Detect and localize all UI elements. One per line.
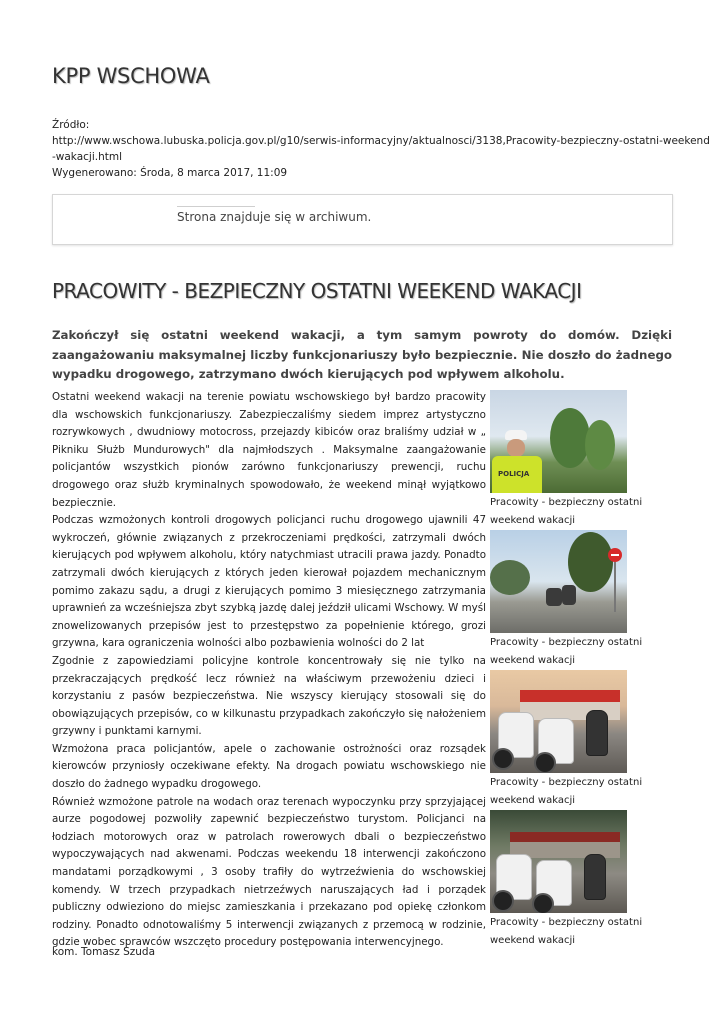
gallery-item <box>490 390 650 530</box>
photo-road-patrol[interactable] <box>490 530 627 633</box>
photo-motorcycles-station[interactable] <box>490 670 627 773</box>
source-url-line-1[interactable]: http://www.wschowa.lubuska.policja.gov.pl/g10/serwis-informacyjny/aktualnosci/3138,Pracowity-bezpieczny-ostatni-weekend <box>52 135 710 147</box>
article-paragraph: Podczas wzmożonych kontroli drogowych policjanci ruchu drogowego ujawnili 47 wykroczeń, głównie związanych z przekroczeniami prędkości, zatrzymali dwóch kierujących pod wpływem alkoholu, który natychmiast utracili prawa jazdy. Ponadto zatrzymali dwóch kierujących z których jeden kierował pojazdem mechanicznym pomimo zakazu sądu, a drugi z kierujących pomimo 3 miesięcznego zatrzymania uprawnień za wcześniejsza zbyt szybką jazdę dalej jeździł ulicami Wschowy. W myśl znowelizowanych przepisów jest to przestępstwo za popełnienie którego, grozi grzywna, kara ograniczenia wolności albo pozbawienia wolności do 2 lat <box>52 514 486 650</box>
article-paragraph: Zgodnie z zapowiedziami policyjne kontrole koncentrowały się nie tylko na przekraczających prędkość lecz również na właściwym przewożeniu dzieci i korzystaniu z pasów bezpieczeństwa. Nie wszyscy kierujący stosowali się do obowiązujących przepisów, co w kilkunastu przypadkach zakończyło się nałożeniem grzywny i punktami karnymi. <box>52 654 486 738</box>
photo-caption: Pracowity - bezpieczny ostatni weekend wakacji <box>490 777 643 806</box>
article-paragraph: Ostatni weekend wakacji na terenie powiatu wschowskiego był bardzo pracowity dla wschowskich funkcjonariuszy. Zabezpieczaliśmy siedem imprez artystyczno rozrywkowych , dwudniowy motocross, przejazdy kibiców oraz braliśmy udział w „ Pikniku Służb Mundurowych" dla najmłodszych . Maksymalne zaangażowanie policjantów wszystkich pionów zarówno funkcjonariuszy prewencji, ruchu drogowego oraz służb kryminalnych spowodowało, że weekend minął wyjątkowo bezpiecznie. <box>52 391 486 509</box>
article-paragraph: Również wzmożone patrole na wodach oraz terenach wypoczynku przy sprzyjającej aurze pogodowej pozwoliły zapewnić bezpieczeństwo turystom. Policjanci na łodziach motorowych oraz w patrolach rowerowych dbali o bezpieczeństwo wypoczywających nad akwenami. Podczas weekendu 18 interwencji zakończono mandatami porządkowymi , 3 osoby trafiły do wytrzeźwienia do wschowskiej komendy. W trzech przypadkach nietrzeźwych naruszających ład i porządek publiczny odwieziono do miejsc zamieszkania i przekazano pod opiekę członkom rodziny. Ponadto odnotowaliśmy 5 interwencji związanych z przemocą w rodzinie, gdzie wobec sprawców wszczęto procedury postępowania interwencyjnego. <box>52 795 486 949</box>
site-title: KPP WSCHOWA <box>52 64 210 88</box>
photo-motorcycles-night[interactable] <box>490 810 627 913</box>
archive-notice: Strona znajduje się w archiwum. <box>177 210 372 224</box>
gallery-item <box>490 670 650 810</box>
article-body <box>52 389 486 952</box>
gallery-item <box>490 530 650 670</box>
article-author: kom. Tomasz Szuda <box>52 946 156 958</box>
article-lead: Zakończył się ostatni weekend wakacji, a tym samym powroty do domów. Dzięki zaangażowaniu maksymalnej liczby funkcjonariuszy było bezpiecznie. Nie doszło do żadnego wypadku drogowego, zatrzymano dwóch kierujących pod wpływem alkoholu. <box>52 328 672 381</box>
vest-label: POLICJA <box>498 470 530 478</box>
officer-figure <box>492 418 542 493</box>
photo-caption: Pracowity - bezpieczny ostatni weekend wakacji <box>490 497 643 526</box>
source-url-line-2[interactable]: -wakacji.html <box>52 151 123 163</box>
photo-police-officer[interactable] <box>490 390 627 493</box>
no-entry-sign-icon <box>608 548 622 562</box>
generated-date: Wygenerowano: Środa, 8 marca 2017, 11:09 <box>52 167 288 179</box>
archive-divider <box>177 206 255 207</box>
photo-gallery <box>490 390 650 950</box>
source-label: Źródło: <box>52 119 90 131</box>
article-title: PRACOWITY - BEZPIECZNY OSTATNI WEEKEND WAKACJI <box>52 279 582 303</box>
gallery-item <box>490 810 650 950</box>
article-paragraph: Wzmożona praca policjantów, apele o zachowanie ostrożności oraz rozsądek kierowców przyniosły oczekiwane efekty. Na drogach powiatu wschowskiego nie doszło do żadnego wypadku drogowego. <box>52 742 486 791</box>
archive-notice-box <box>52 194 673 245</box>
photo-caption: Pracowity - bezpieczny ostatni weekend wakacji <box>490 637 643 666</box>
source-info <box>52 117 710 181</box>
photo-caption: Pracowity - bezpieczny ostatni weekend wakacji <box>490 917 643 946</box>
